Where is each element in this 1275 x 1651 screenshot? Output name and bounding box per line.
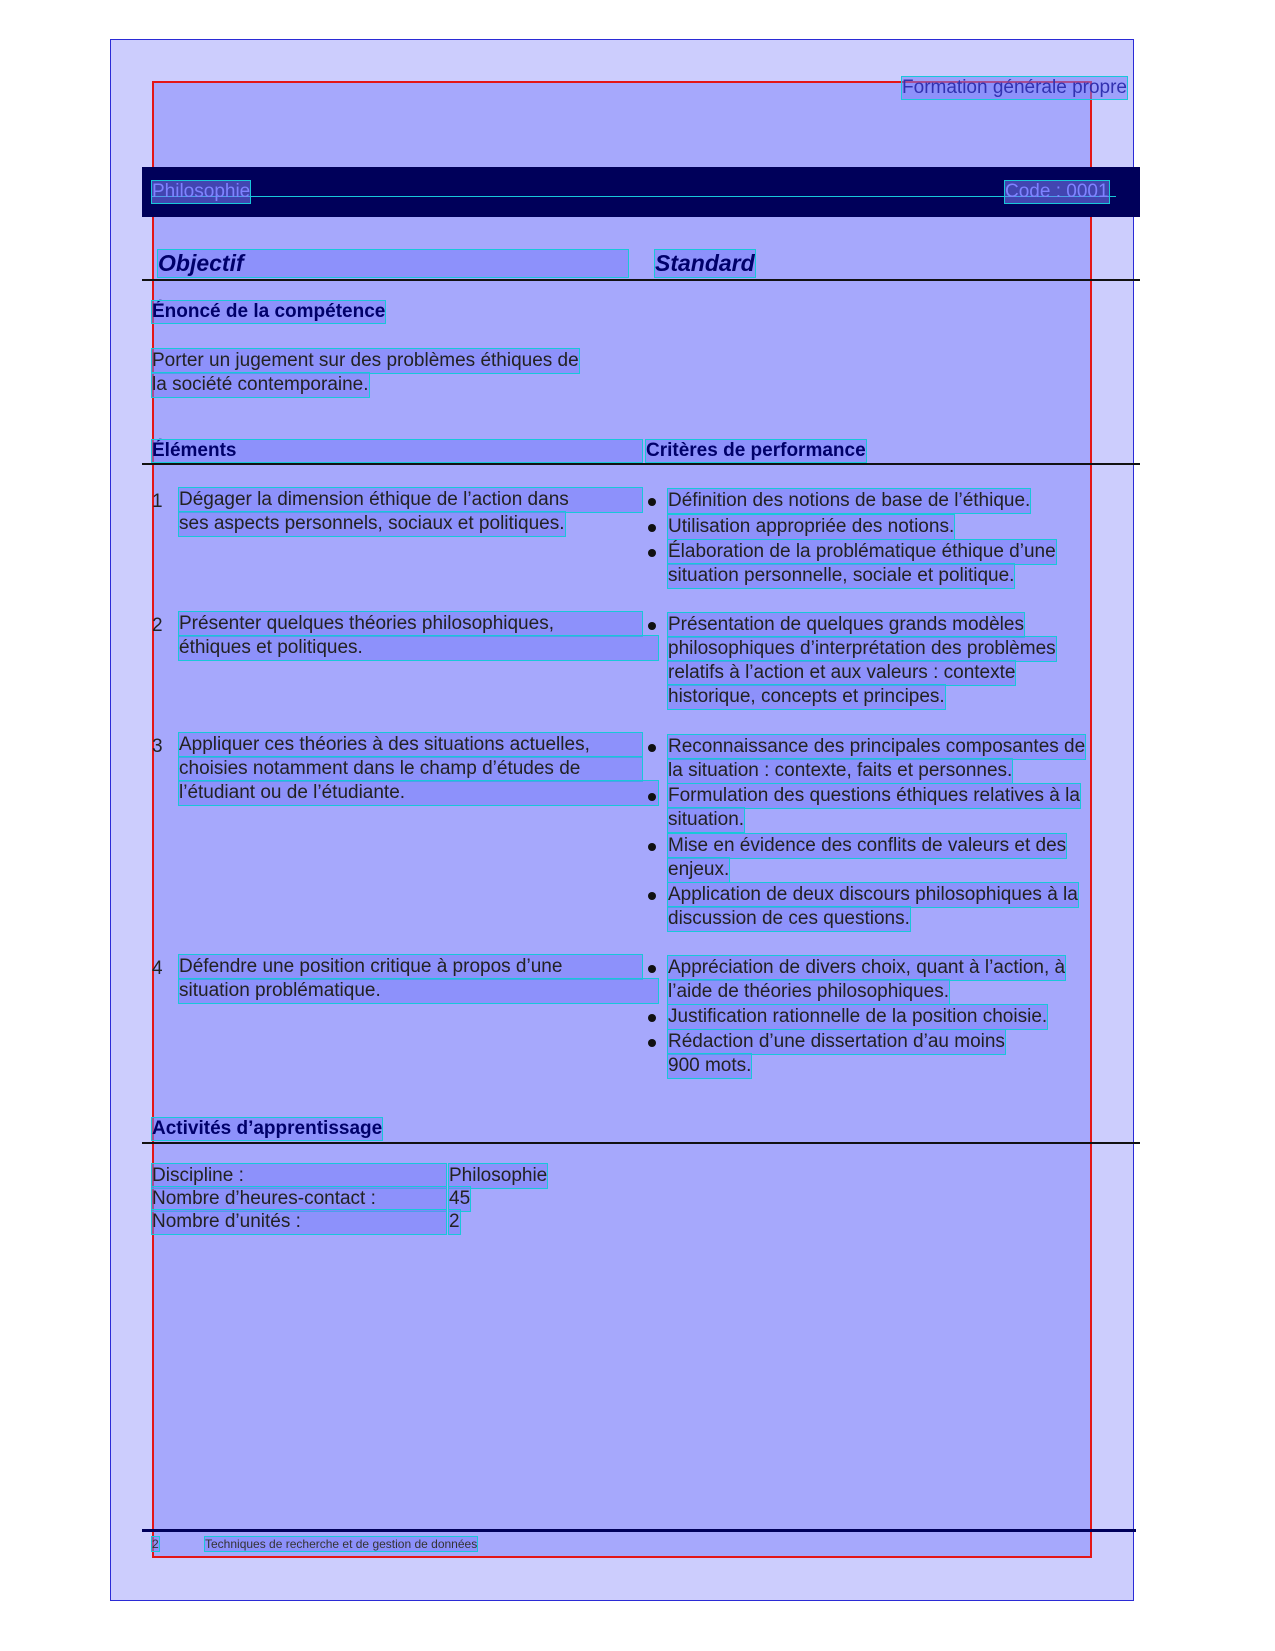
criterion-line: discussion de ces questions. xyxy=(668,908,910,929)
rule-columns xyxy=(142,279,1140,281)
footer-rule xyxy=(142,1529,1136,1532)
course-title: Philosophie xyxy=(152,181,251,202)
element-line: Défendre une position critique à propos d’une xyxy=(179,955,642,979)
criterion-line: Reconnaissance des principales composantes de xyxy=(668,736,1086,757)
criterion-line: Mise en évidence des conflits de valeurs et des xyxy=(668,835,1067,856)
criterion-line: Application de deux discours philosophiques à la xyxy=(668,884,1078,905)
element-line: situation problématique. xyxy=(179,979,658,1003)
competence-line-2: la société contemporaine. xyxy=(152,374,369,395)
criterion-line: historique, concepts et principes. xyxy=(668,686,945,707)
element-line: Présenter quelques théories philosophiques, xyxy=(179,612,642,636)
footer-program-name: Techniques de recherche et de gestion de données xyxy=(205,1537,478,1551)
title-band-line xyxy=(152,196,1116,197)
objective-heading: Objectif xyxy=(158,250,628,277)
bullet-icon xyxy=(648,498,656,506)
criterion-line: philosophiques d’interprétation des problèmes xyxy=(668,638,1056,659)
bullet-icon xyxy=(648,622,656,630)
activity-label: Discipline : xyxy=(152,1164,446,1188)
criterion-line: relatifs à l’action et aux valeurs : contexte xyxy=(668,662,1016,683)
element-line: éthiques et politiques. xyxy=(179,636,658,660)
criterion-line: Utilisation appropriée des notions. xyxy=(668,516,955,537)
elements-heading: Éléments xyxy=(152,440,642,462)
program-header: Formation générale propre xyxy=(902,77,1127,98)
bullet-icon xyxy=(648,744,656,752)
criterion-line: Rédaction d’une dissertation d’au moins xyxy=(668,1031,1005,1052)
element-number: 4 xyxy=(152,958,163,979)
competence-heading: Énoncé de la compétence xyxy=(152,301,386,322)
rule-elements xyxy=(142,463,1140,465)
activity-value: 2 xyxy=(449,1211,460,1232)
bullet-icon xyxy=(648,1014,656,1022)
element-number: 3 xyxy=(152,736,163,757)
criterion-line: Formulation des questions éthiques relatives à la xyxy=(668,785,1080,806)
bullet-icon xyxy=(648,892,656,900)
bullet-icon xyxy=(648,524,656,532)
bullet-icon xyxy=(648,549,656,557)
criterion-line: situation personnelle, sociale et politique. xyxy=(668,565,1015,586)
title-band xyxy=(142,167,1140,217)
criterion-line: situation. xyxy=(668,809,745,830)
criteria-heading: Critères de performance xyxy=(646,440,866,461)
criterion-line: Présentation de quelques grands modèles xyxy=(668,614,1024,635)
element-line: choisies notamment dans le champ d’études de xyxy=(179,757,642,781)
course-code: Code : 0001 xyxy=(1005,181,1109,202)
element-line: Appliquer ces théories à des situations actuelles, xyxy=(179,733,642,757)
criterion-line: 900 mots. xyxy=(668,1055,752,1076)
criterion-line: la situation : contexte, faits et personnes. xyxy=(668,760,1013,781)
bullet-icon xyxy=(648,843,656,851)
activity-value: Philosophie xyxy=(449,1165,548,1186)
bullet-icon xyxy=(648,793,656,801)
footer-page-number: 2 xyxy=(152,1537,159,1551)
criterion-line: enjeux. xyxy=(668,859,730,880)
criterion-line: l’aide de théories philosophiques. xyxy=(668,981,949,1002)
activity-label: Nombre d’heures-contact : xyxy=(152,1187,446,1211)
element-line: Dégager la dimension éthique de l’action dans xyxy=(179,488,642,512)
bullet-icon xyxy=(648,965,656,973)
rule-activities xyxy=(142,1142,1140,1144)
element-number: 2 xyxy=(152,615,163,636)
activities-heading: Activités d’apprentissage xyxy=(152,1118,383,1139)
standard-heading: Standard xyxy=(655,250,755,276)
activity-label: Nombre d’unités : xyxy=(152,1210,446,1234)
competence-line-1: Porter un jugement sur des problèmes éthiques de xyxy=(152,350,579,371)
bullet-icon xyxy=(648,1039,656,1047)
element-line: l’étudiant ou de l’étudiante. xyxy=(179,781,658,805)
criterion-line: Appréciation de divers choix, quant à l’action, à xyxy=(668,957,1066,978)
element-number: 1 xyxy=(152,491,163,512)
activity-value: 45 xyxy=(449,1188,471,1209)
criterion-line: Définition des notions de base de l’éthique. xyxy=(668,490,1031,511)
element-line: ses aspects personnels, sociaux et politiques. xyxy=(179,513,565,534)
criterion-line: Élaboration de la problématique éthique d’une xyxy=(668,541,1056,562)
criterion-line: Justification rationnelle de la position choisie. xyxy=(668,1006,1048,1027)
